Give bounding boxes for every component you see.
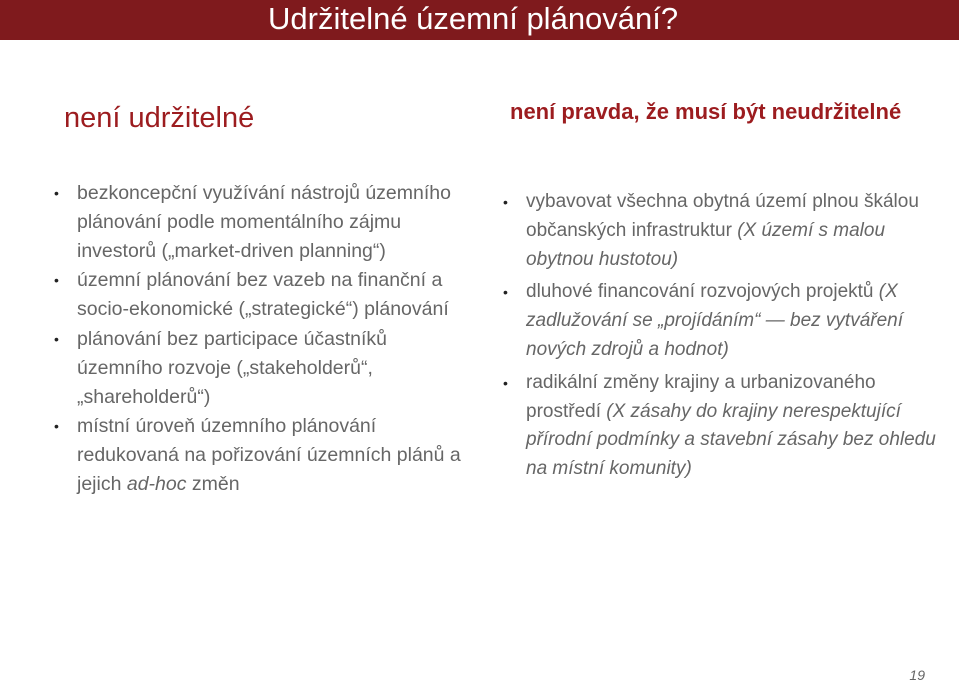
list-item-text: vybavovat všechna obytná území plnou škálou občanských infrastruktur xyxy=(526,191,919,241)
slide-title: Udržitelné územní plánování? xyxy=(0,0,959,40)
right-column-heading: není pravda, že musí být neudržitelné xyxy=(510,99,902,124)
list-item-text: místní úroveň územního plánování redukovaná na pořizování územních plánů a jejich xyxy=(77,415,461,495)
list-item xyxy=(503,188,936,274)
bullet-icon: • xyxy=(503,374,508,391)
list-item xyxy=(54,266,469,324)
left-bullet-list xyxy=(54,179,469,500)
list-item-text: dluhové financování rozvojových projektů xyxy=(526,281,879,303)
list-item-text: změn xyxy=(186,472,240,495)
right-bullet-list xyxy=(503,188,936,488)
list-item xyxy=(54,412,469,498)
list-item-italic-text: (X zadlužování se „projídáním“ — bez vytváření nových zdrojů a hodnot) xyxy=(526,281,904,360)
bullet-icon: • xyxy=(54,185,59,201)
bullet-icon: • xyxy=(54,418,59,435)
list-item xyxy=(54,179,469,265)
list-item-text: plánování bez participace účastníků územního rozvoje („stakeholderů“, „shareholderů“) xyxy=(77,327,388,408)
list-item-italic-text: (X území s malou obytnou hustotou) xyxy=(526,219,886,270)
page-number: 19 xyxy=(909,667,925,683)
bullet-icon: • xyxy=(503,284,508,301)
list-item-text: bezkoncepční využívání nástrojů územního plánování podle momentálního zájmu investorů („market-driven planning“) xyxy=(77,182,451,262)
bullet-icon: • xyxy=(503,194,508,210)
list-item-italic-text: ad-hoc xyxy=(126,472,187,495)
bullet-icon: • xyxy=(54,330,59,347)
left-column-heading: není udržitelné xyxy=(64,102,255,134)
list-item xyxy=(503,278,936,364)
bullet-icon: • xyxy=(54,272,59,289)
list-item-text: radikální změny krajiny a urbanizovaného prostředí xyxy=(526,371,876,422)
list-item xyxy=(54,325,469,411)
list-item-text: územní plánování bez vazeb na finanční a socio-ekonomické („strategické“) plánování xyxy=(77,269,449,321)
list-item xyxy=(503,369,936,484)
list-item-italic-text: (X zásahy do krajiny nerespektující přírodní podmínky a stavební zásahy bez ohledu na místní komunity) xyxy=(526,400,936,480)
